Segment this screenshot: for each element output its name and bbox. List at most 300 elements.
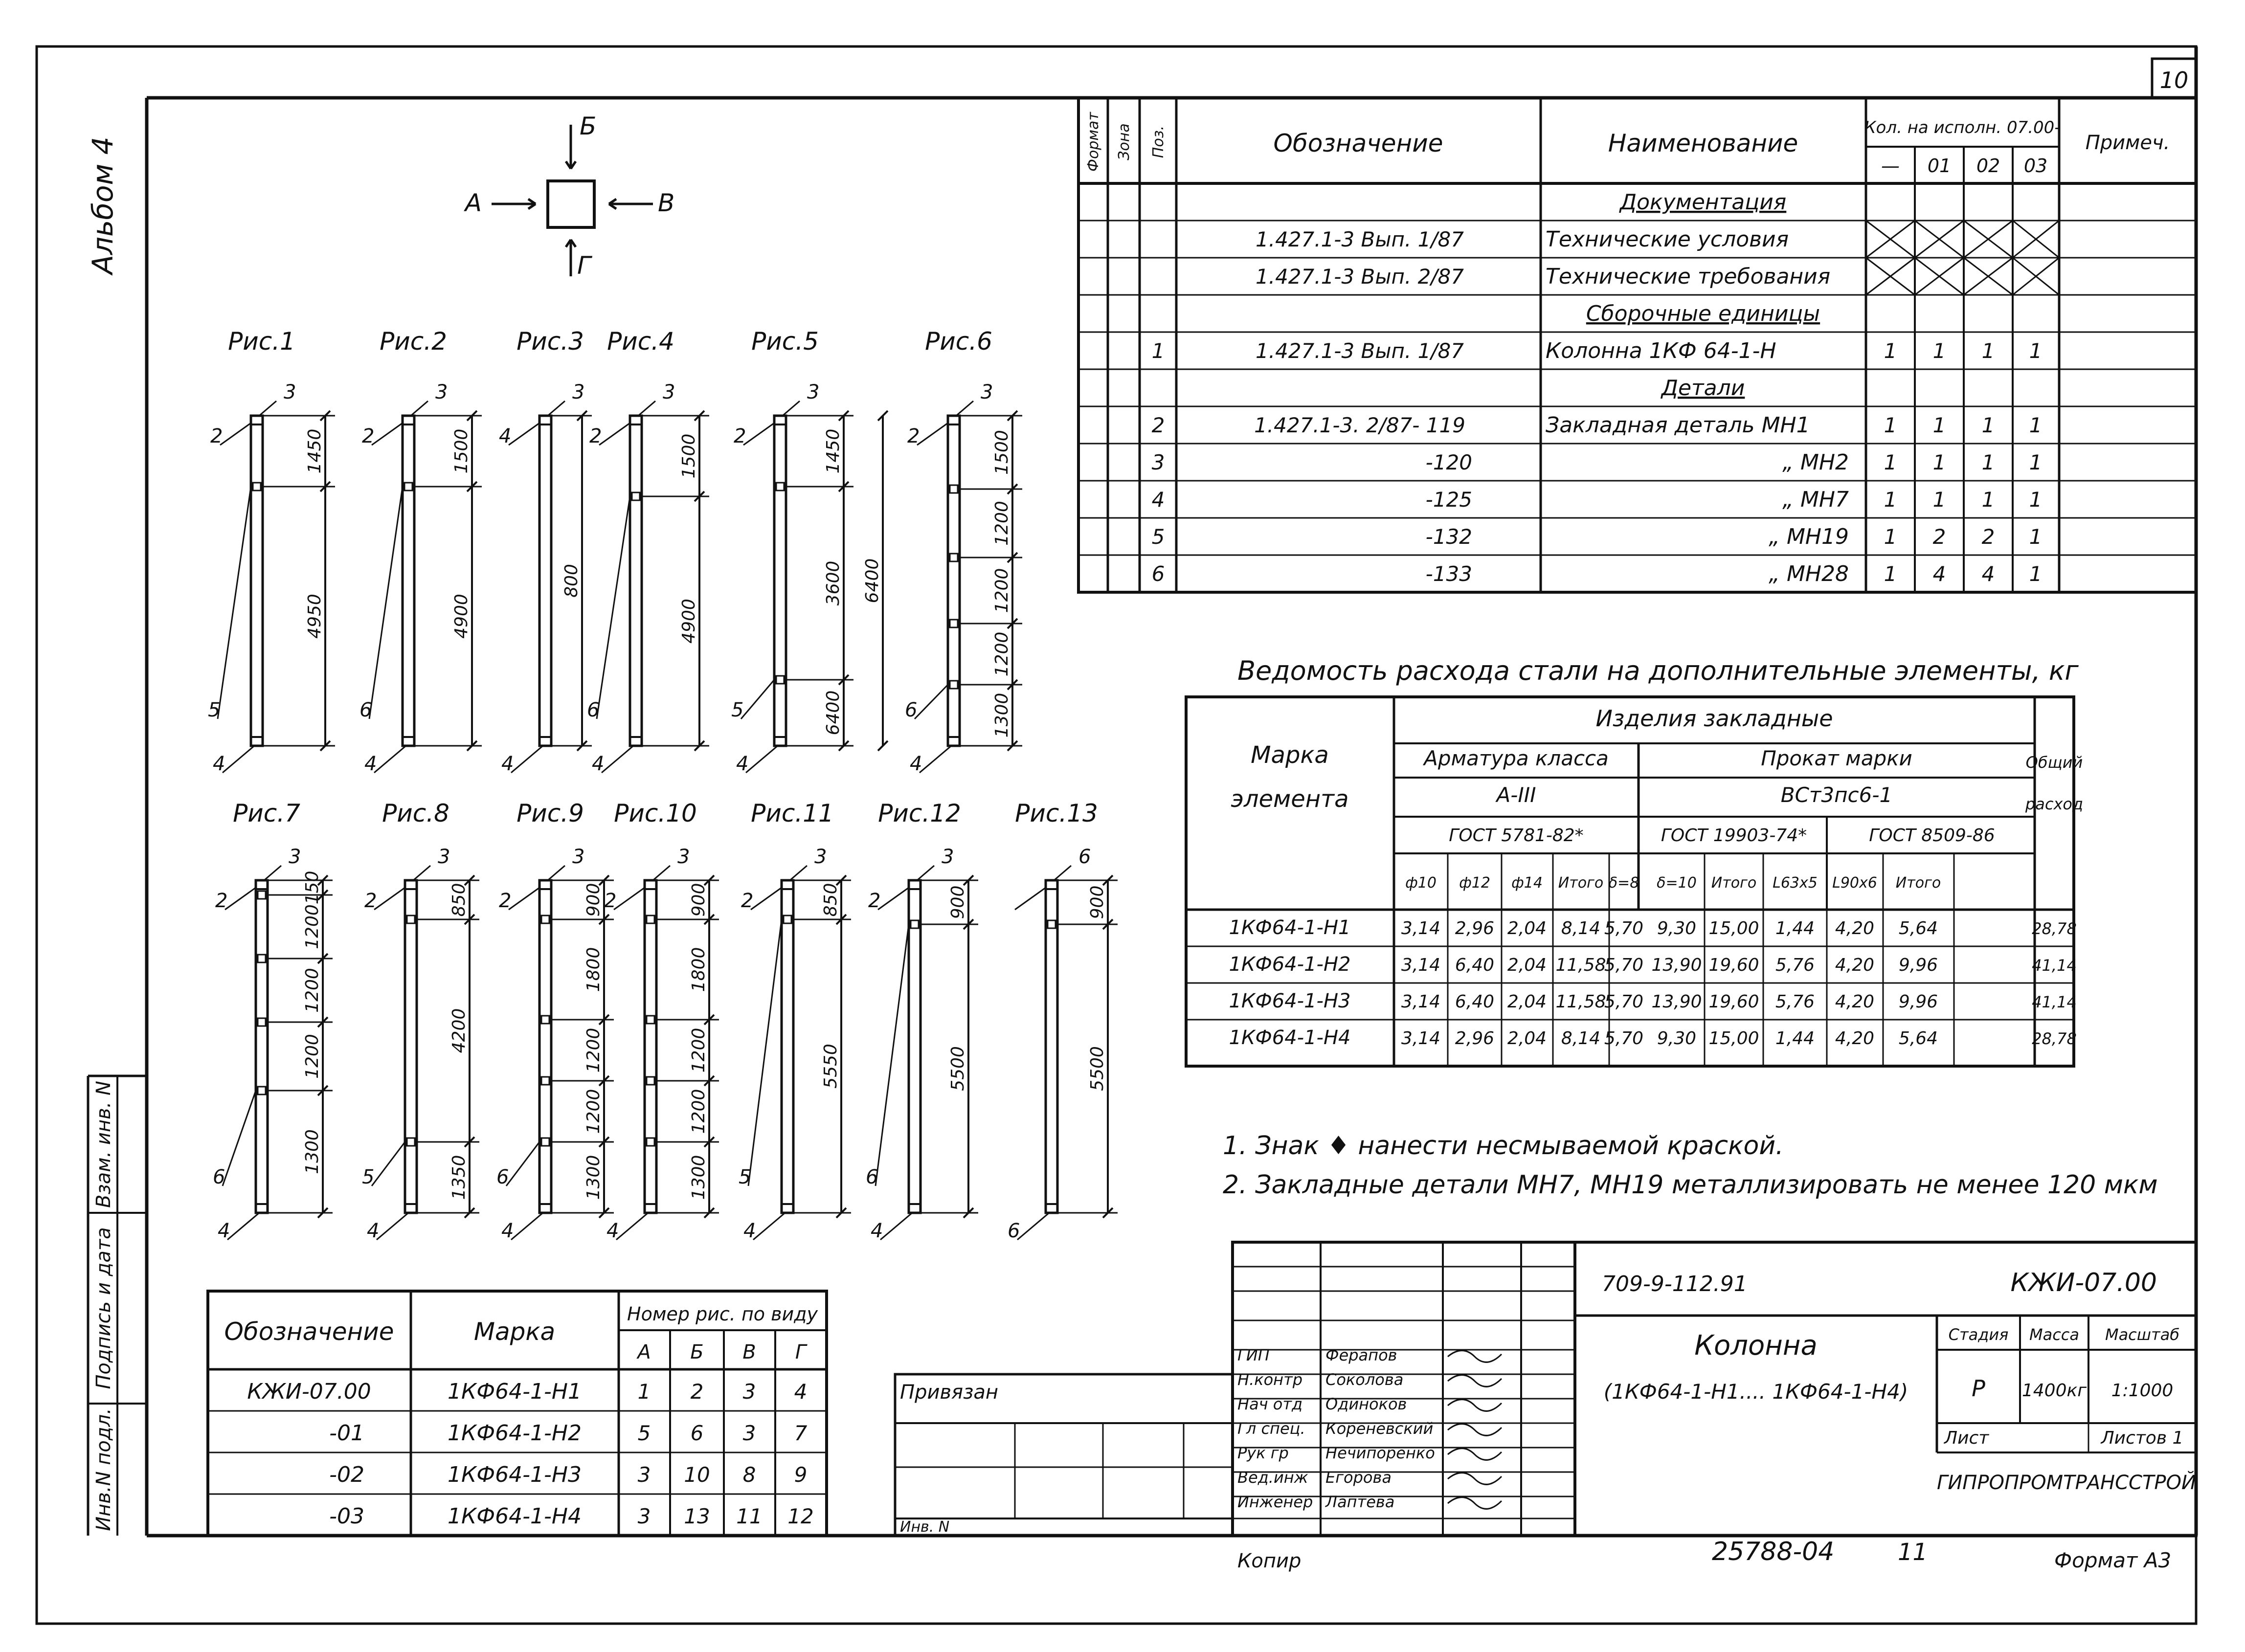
spec-h-zone: Зона bbox=[1116, 123, 1133, 160]
marks-figure-no: 7 bbox=[794, 1421, 808, 1445]
dimension-value: 6400 bbox=[862, 558, 882, 603]
leader-line bbox=[223, 1091, 256, 1186]
steel-cell: 9,96 bbox=[1898, 955, 1938, 975]
title-h-mass: Масса bbox=[2029, 1325, 2080, 1344]
marks-figure-no: 1 bbox=[637, 1380, 651, 1404]
specification-table bbox=[1078, 98, 2196, 592]
embedded-detail-mark bbox=[950, 681, 958, 689]
leader-label: 2 bbox=[741, 890, 754, 912]
steel-cell: 9,96 bbox=[1898, 992, 1938, 1012]
dimension-value: 1200 bbox=[992, 631, 1012, 677]
steel-cell: 5,70 bbox=[1604, 1028, 1644, 1049]
leader-line bbox=[377, 1213, 408, 1240]
spec-qty: 2 bbox=[1981, 525, 1995, 549]
spec-qty: 4 bbox=[1981, 562, 1995, 586]
embedded-detail-mark bbox=[784, 915, 791, 923]
steel-cell: 5,70 bbox=[1604, 918, 1644, 938]
sheet-number: 10 bbox=[2159, 67, 2189, 93]
figure-title: Рис.5 bbox=[751, 327, 819, 356]
leader-label: 2 bbox=[907, 425, 920, 447]
embedded-detail-mark bbox=[541, 1016, 549, 1024]
spec-name: Колонна 1КФ 64-1-Н bbox=[1546, 338, 1776, 363]
dimension-value: 1800 bbox=[584, 947, 604, 992]
steel-cell: 3,14 bbox=[1401, 955, 1441, 975]
marks-figure-no: 11 bbox=[736, 1504, 763, 1528]
leader-line bbox=[748, 919, 782, 1186]
column-outline bbox=[405, 880, 417, 1213]
steel-cell: 2,04 bbox=[1507, 918, 1547, 938]
signature-scribble bbox=[1448, 1424, 1502, 1436]
spec-qty: 1 bbox=[1884, 339, 1897, 363]
marks-figure-no: 4 bbox=[794, 1380, 808, 1404]
leader-line bbox=[602, 746, 633, 773]
leader-label: 2 bbox=[868, 890, 881, 912]
spec-qty: 1 bbox=[2029, 562, 2043, 586]
title-h-stage: Стадия bbox=[1948, 1325, 2009, 1344]
column-outline bbox=[539, 416, 551, 746]
leader-line bbox=[223, 746, 254, 773]
dimension-value: 1450 bbox=[823, 428, 843, 474]
album-label: Альбом 4 bbox=[86, 136, 119, 274]
leader-label: 6 bbox=[359, 699, 372, 721]
embedded-detail-mark bbox=[632, 492, 640, 500]
leader-label: 6 bbox=[1008, 1220, 1020, 1242]
steel-cell: 5,70 bbox=[1604, 992, 1644, 1012]
steel-cell: 1,44 bbox=[1775, 918, 1815, 938]
spec-pos: 4 bbox=[1151, 488, 1165, 512]
spec-designation: 1.427.1-3 Вып. 2/87 bbox=[1256, 265, 1464, 289]
steel-cell: 5,70 bbox=[1604, 955, 1644, 975]
spec-qty: 1 bbox=[1884, 525, 1897, 549]
column-outline bbox=[539, 880, 551, 1213]
spec-designation: -125 bbox=[1425, 488, 1472, 512]
steel-row-mark: 1КФ64-1-Н1 bbox=[1229, 916, 1351, 939]
spec-name: „ МН2 bbox=[1782, 450, 1849, 475]
footer-sheet: 11 bbox=[1898, 1539, 1928, 1566]
dimension-value: 5550 bbox=[821, 1044, 841, 1089]
footer-copy: Копир bbox=[1237, 1550, 1302, 1572]
figure-title: Рис.2 bbox=[380, 327, 447, 356]
marks-view-col: А bbox=[637, 1341, 651, 1363]
leader-label: 5 bbox=[208, 699, 221, 721]
spec-h-format: Формат bbox=[1085, 112, 1102, 172]
leader-line bbox=[413, 866, 430, 880]
steel-cell: 3,14 bbox=[1401, 1028, 1441, 1049]
leader-label: 4 bbox=[501, 753, 514, 775]
leader-line bbox=[511, 746, 543, 773]
title-person: Соколова bbox=[1325, 1370, 1404, 1389]
steel-sub-header: L63x5 bbox=[1773, 874, 1818, 892]
dimension-value: 1500 bbox=[451, 428, 471, 474]
title-role: Гл спец. bbox=[1237, 1419, 1305, 1438]
spec-qty: 1 bbox=[1884, 562, 1897, 586]
leader-line bbox=[790, 866, 807, 880]
leader-line bbox=[956, 401, 973, 416]
title-person: Кореневский bbox=[1325, 1419, 1434, 1438]
leader-label: 2 bbox=[734, 425, 746, 447]
title-sub: (1КФ64-1-Н1.... 1КФ64-1-Н4) bbox=[1603, 1380, 1908, 1404]
leader-line bbox=[264, 866, 281, 880]
steel-cell: 8,14 bbox=[1561, 1028, 1601, 1049]
marks-designation: КЖИ-07.00 bbox=[247, 1379, 371, 1404]
dimension-value: 850 bbox=[449, 883, 469, 917]
title-mass: 1400кг bbox=[2021, 1381, 2087, 1401]
title-stage: Р bbox=[1972, 1375, 1985, 1402]
steel-cell-total: 41,14 bbox=[2032, 956, 2077, 975]
title-h-scale: Масштаб bbox=[2105, 1325, 2180, 1344]
dimension-value: 1500 bbox=[679, 433, 699, 479]
marks-designation: -02 bbox=[329, 1462, 364, 1487]
spec-section-title: Детали bbox=[1661, 376, 1745, 401]
leader-label: 3 bbox=[981, 381, 993, 403]
spec-qty: 1 bbox=[1932, 413, 1946, 437]
dimension-value: 1200 bbox=[992, 501, 1012, 546]
marks-figure-no: 5 bbox=[637, 1421, 651, 1445]
leader-label: 3 bbox=[807, 381, 820, 403]
view-mark-a: А bbox=[465, 189, 482, 217]
tie-label: Привязан bbox=[900, 1381, 999, 1404]
marks-table bbox=[208, 1291, 827, 1536]
leader-line bbox=[783, 401, 800, 416]
marks-figure-no: 3 bbox=[742, 1421, 756, 1445]
view-square bbox=[548, 181, 594, 227]
steel-h-rebar-gost: ГОСТ 5781-82* bbox=[1449, 826, 1584, 846]
dimension-value: 4900 bbox=[679, 599, 699, 644]
dimension-value: 900 bbox=[584, 883, 604, 917]
marks-figure-no: 3 bbox=[637, 1504, 651, 1528]
steel-cell: 6,40 bbox=[1455, 955, 1495, 975]
steel-h-gost2: ГОСТ 8509-86 bbox=[1869, 826, 1995, 846]
dimension-value: 3600 bbox=[823, 560, 843, 606]
tie-inv-label: Инв. N bbox=[900, 1518, 950, 1536]
column-outline bbox=[251, 416, 263, 746]
leader-label: 6 bbox=[1078, 846, 1091, 868]
steel-cell: 19,60 bbox=[1708, 992, 1759, 1012]
figure-7 bbox=[213, 799, 333, 1242]
column-outline bbox=[909, 880, 920, 1213]
figure-title: Рис.8 bbox=[382, 799, 449, 827]
column-outline bbox=[1046, 880, 1057, 1213]
leader-label: 4 bbox=[367, 1220, 380, 1242]
embedded-detail-mark bbox=[407, 915, 415, 923]
column-outline bbox=[256, 880, 268, 1213]
figure-4 bbox=[587, 327, 709, 775]
leader-line bbox=[876, 924, 909, 1186]
figure-title: Рис.3 bbox=[516, 327, 584, 356]
side-stamp-replace: Взам. инв. N bbox=[92, 1081, 115, 1208]
signature-scribble bbox=[1448, 1497, 1502, 1509]
embedded-detail-mark bbox=[258, 1018, 266, 1026]
embedded-detail-mark bbox=[541, 1077, 549, 1085]
spec-qty: 1 bbox=[2029, 339, 2043, 363]
leader-label: 4 bbox=[501, 1220, 514, 1242]
title-person: Ферапов bbox=[1325, 1346, 1397, 1364]
leader-line bbox=[614, 888, 645, 910]
steel-h-total: расход bbox=[2025, 795, 2084, 813]
steel-sub-header: δ=10 bbox=[1657, 874, 1697, 892]
dimension-value: 4950 bbox=[305, 594, 325, 639]
spec-h-qty: Кол. на исполн. 07.00- bbox=[1864, 118, 2061, 137]
spec-name: Закладная деталь МН1 bbox=[1546, 413, 1810, 438]
column-outline bbox=[782, 880, 793, 1213]
marks-figure-no: 12 bbox=[787, 1504, 814, 1528]
spec-name: „ МН28 bbox=[1769, 561, 1849, 586]
dimension-value: 850 bbox=[821, 883, 841, 917]
steel-row-mark: 1КФ64-1-Н4 bbox=[1229, 1027, 1351, 1049]
figure-2 bbox=[359, 327, 482, 775]
figure-8 bbox=[362, 799, 479, 1242]
figure-title: Рис.7 bbox=[233, 799, 300, 827]
steel-cell: 8,14 bbox=[1561, 918, 1601, 938]
leader-label: 4 bbox=[871, 1220, 883, 1242]
steel-cell: 11,58 bbox=[1555, 955, 1606, 975]
steel-cell: 11,58 bbox=[1555, 992, 1606, 1012]
spec-designation: -132 bbox=[1425, 525, 1472, 549]
steel-cell: 15,00 bbox=[1708, 918, 1759, 938]
leader-line bbox=[548, 401, 565, 416]
marks-mark: 1КФ64-1-Н4 bbox=[448, 1504, 582, 1529]
title-role: Инженер bbox=[1237, 1493, 1313, 1511]
steel-cell: 5,64 bbox=[1898, 918, 1938, 938]
leader-line bbox=[372, 1142, 405, 1186]
leader-line bbox=[511, 1213, 543, 1240]
dimension-value: 900 bbox=[948, 885, 968, 919]
dimension-value: 1300 bbox=[584, 1155, 604, 1200]
dimension-value: 5500 bbox=[1087, 1046, 1107, 1091]
title-person: Одиноков bbox=[1325, 1395, 1407, 1413]
spec-name: Технические требования bbox=[1546, 264, 1831, 289]
steel-cell: 5,64 bbox=[1898, 1028, 1938, 1049]
leader-line bbox=[374, 888, 405, 910]
leader-line bbox=[225, 888, 256, 910]
dimension-value: 1200 bbox=[302, 968, 322, 1013]
steel-cell: 13,90 bbox=[1651, 992, 1702, 1012]
spec-name: „ МН7 bbox=[1782, 487, 1849, 512]
leader-label: 6 bbox=[496, 1166, 509, 1188]
embedded-detail-mark bbox=[776, 483, 784, 491]
steel-cell: 2,04 bbox=[1507, 992, 1547, 1012]
steel-h-rolled-grade: ВСт3пс6-1 bbox=[1780, 783, 1893, 807]
spec-pos: 2 bbox=[1151, 413, 1165, 437]
dimension-value: 900 bbox=[1087, 885, 1107, 919]
leader-label: 3 bbox=[814, 846, 827, 868]
figure-title: Рис.1 bbox=[228, 327, 295, 356]
column-outline bbox=[948, 416, 960, 746]
dimension-value: 800 bbox=[561, 564, 582, 598]
signature-scribble bbox=[1448, 1351, 1502, 1362]
marks-figure-no: 3 bbox=[742, 1380, 756, 1404]
title-role: Н.контр bbox=[1237, 1370, 1303, 1389]
dimension-value: 1500 bbox=[992, 430, 1012, 475]
signature-scribble bbox=[1448, 1400, 1502, 1411]
leader-label: 2 bbox=[210, 425, 223, 447]
steel-sub-header: Итого bbox=[1558, 874, 1604, 892]
title-project: 709-9-112.91 bbox=[1602, 1272, 1748, 1296]
spec-pos: 1 bbox=[1151, 339, 1165, 363]
title-role: ГИП bbox=[1237, 1346, 1270, 1364]
leader-label: 2 bbox=[589, 425, 602, 447]
marks-view-col: Б bbox=[690, 1341, 704, 1363]
steel-cell: 1,44 bbox=[1775, 1028, 1815, 1049]
leader-line bbox=[638, 401, 655, 416]
steel-sub-header: ф10 bbox=[1405, 874, 1437, 892]
marks-view-col: В bbox=[742, 1341, 756, 1363]
note-2: 2. Закладные детали МН7, МН19 металлизировать не менее 120 мкм bbox=[1223, 1170, 2158, 1200]
leader-label: 4 bbox=[743, 1220, 756, 1242]
steel-h-mark: элемента bbox=[1231, 785, 1349, 813]
marks-figure-no: 9 bbox=[794, 1463, 808, 1487]
dimension-value: 1200 bbox=[584, 1027, 604, 1073]
leader-label: 4 bbox=[592, 753, 605, 775]
spec-designation: 1.427.1-3. 2/87- 119 bbox=[1254, 413, 1465, 437]
leader-label: 3 bbox=[284, 381, 296, 403]
leader-label: 4 bbox=[736, 753, 749, 775]
footer-doc-number: 25788-04 bbox=[1712, 1537, 1835, 1566]
leader-line bbox=[597, 496, 630, 719]
figure-3 bbox=[499, 327, 592, 775]
dimension-value: 1800 bbox=[689, 947, 709, 992]
marks-figure-no: 2 bbox=[690, 1380, 704, 1404]
spec-pos: 6 bbox=[1151, 562, 1165, 586]
dimension-value: 1300 bbox=[689, 1155, 709, 1200]
spec-qty: 1 bbox=[1981, 450, 1995, 474]
dimension-value: 1200 bbox=[302, 904, 322, 949]
leader-line bbox=[227, 1213, 259, 1240]
figure-5 bbox=[731, 327, 888, 775]
title-sheets: Листов 1 bbox=[2101, 1428, 2184, 1448]
dimension-value: 6400 bbox=[823, 690, 843, 736]
signature-scribble bbox=[1448, 1473, 1502, 1485]
marks-designation: -01 bbox=[329, 1421, 364, 1446]
spec-qty: 2 bbox=[1932, 525, 1946, 549]
leader-label: 3 bbox=[572, 846, 585, 868]
embedded-detail-mark bbox=[253, 483, 261, 491]
dimension-value: 1200 bbox=[689, 1089, 709, 1134]
leader-label: 3 bbox=[438, 846, 450, 868]
title-name: Колонна bbox=[1694, 1330, 1818, 1362]
embedded-detail-mark bbox=[404, 483, 412, 491]
embedded-detail-mark bbox=[776, 676, 784, 684]
dimension-value: 1300 bbox=[992, 692, 1012, 738]
spec-qty: 1 bbox=[1932, 339, 1946, 363]
spec-qty-col: 03 bbox=[2023, 155, 2048, 177]
spec-qty: 1 bbox=[1884, 413, 1897, 437]
spec-pos: 5 bbox=[1151, 525, 1165, 549]
dimension-value: 1200 bbox=[689, 1027, 709, 1073]
steel-cell: 4,20 bbox=[1835, 918, 1875, 938]
marks-figure-no: 13 bbox=[684, 1504, 710, 1528]
steel-row-mark: 1КФ64-1-Н2 bbox=[1229, 953, 1351, 976]
steel-row-mark: 1КФ64-1-Н3 bbox=[1229, 990, 1351, 1012]
leader-label: 3 bbox=[435, 381, 448, 403]
embedded-detail-mark bbox=[541, 915, 549, 923]
dimension-value: 1200 bbox=[302, 1034, 322, 1079]
marks-h-figure: Номер рис. по виду bbox=[627, 1303, 818, 1325]
steel-sub-header: Итого bbox=[1711, 874, 1757, 892]
spec-name: Технические условия bbox=[1546, 227, 1789, 252]
spec-pos: 3 bbox=[1151, 450, 1165, 474]
embedded-detail-mark bbox=[911, 920, 919, 928]
leader-label: 6 bbox=[905, 699, 918, 721]
leader-line bbox=[920, 746, 951, 773]
embedded-detail-mark bbox=[950, 620, 958, 627]
leader-label: 4 bbox=[213, 753, 225, 775]
leader-line bbox=[746, 746, 778, 773]
marks-mark: 1КФ64-1-Н1 bbox=[448, 1379, 582, 1404]
leader-label: 2 bbox=[604, 890, 617, 912]
spec-qty: 1 bbox=[1884, 450, 1897, 474]
leader-label: 4 bbox=[499, 425, 512, 447]
embedded-detail-mark bbox=[541, 1138, 549, 1146]
embedded-detail-mark bbox=[407, 1138, 415, 1146]
view-mark-b: Б bbox=[580, 112, 597, 140]
leader-label: 6 bbox=[213, 1166, 225, 1188]
dimension-value: 900 bbox=[689, 883, 709, 917]
leader-line bbox=[1054, 866, 1071, 880]
dimension-value: 1350 bbox=[449, 1155, 469, 1200]
signature-scribble bbox=[1448, 1449, 1502, 1460]
steel-cell: 3,14 bbox=[1401, 918, 1441, 938]
leader-line bbox=[616, 1213, 648, 1240]
steel-cell: 15,00 bbox=[1708, 1028, 1759, 1049]
column-outline bbox=[630, 416, 642, 746]
column-outline bbox=[774, 416, 786, 746]
embedded-detail-mark bbox=[647, 1077, 654, 1085]
spec-qty: 1 bbox=[1884, 488, 1897, 512]
steel-cell-total: 41,14 bbox=[2032, 993, 2077, 1011]
figure-title: Рис.12 bbox=[878, 799, 961, 827]
figure-6 bbox=[905, 327, 1022, 775]
spec-qty-col: — bbox=[1881, 155, 1900, 177]
figure-12 bbox=[866, 799, 978, 1242]
title-role: Нач отд bbox=[1237, 1395, 1303, 1413]
signature-scribble bbox=[1448, 1375, 1502, 1387]
embedded-detail-mark bbox=[1048, 920, 1055, 928]
dimension-value: 4900 bbox=[451, 594, 471, 639]
embedded-detail-mark bbox=[647, 1016, 654, 1024]
dimension-value: 1300 bbox=[302, 1129, 322, 1174]
leader-label: 2 bbox=[362, 425, 375, 447]
steel-h-rolled: Прокат марки bbox=[1761, 746, 1912, 770]
marks-designation: -03 bbox=[329, 1504, 364, 1529]
title-person: Егорова bbox=[1325, 1468, 1392, 1487]
title-person: Нечипоренко bbox=[1325, 1444, 1435, 1462]
figure-title: Рис.9 bbox=[516, 799, 584, 827]
dimension-value: 4200 bbox=[449, 1008, 469, 1053]
spec-qty: 4 bbox=[1932, 562, 1946, 586]
dimension-value: 1450 bbox=[305, 428, 325, 474]
steel-cell: 9,30 bbox=[1657, 1028, 1697, 1049]
spec-h-pos: Поз. bbox=[1150, 125, 1167, 158]
steel-cell-total: 28,78 bbox=[2032, 1029, 2077, 1048]
spec-designation: 1.427.1-3 Вып. 1/87 bbox=[1256, 227, 1464, 251]
figure-13 bbox=[1008, 799, 1118, 1242]
dimension-value: 150 bbox=[302, 871, 322, 905]
leader-line bbox=[741, 680, 774, 719]
figure-title: Рис.11 bbox=[751, 799, 834, 827]
leader-label: 4 bbox=[218, 1220, 230, 1242]
figure-10 bbox=[604, 799, 719, 1242]
marks-h-designation: Обозначение bbox=[224, 1317, 394, 1346]
embedded-detail-mark bbox=[950, 485, 958, 493]
figure-title: Рис.4 bbox=[607, 327, 674, 356]
title-organization: ГИПРОПРОМТРАНССТРОЙ bbox=[1937, 1472, 2196, 1494]
leader-line bbox=[599, 423, 630, 445]
steel-cell: 3,14 bbox=[1401, 992, 1441, 1012]
figure-11 bbox=[739, 799, 851, 1242]
steel-table-title: Ведомость расхода стали на дополнительные элементы, кг bbox=[1237, 655, 2079, 686]
leader-line bbox=[751, 888, 782, 910]
